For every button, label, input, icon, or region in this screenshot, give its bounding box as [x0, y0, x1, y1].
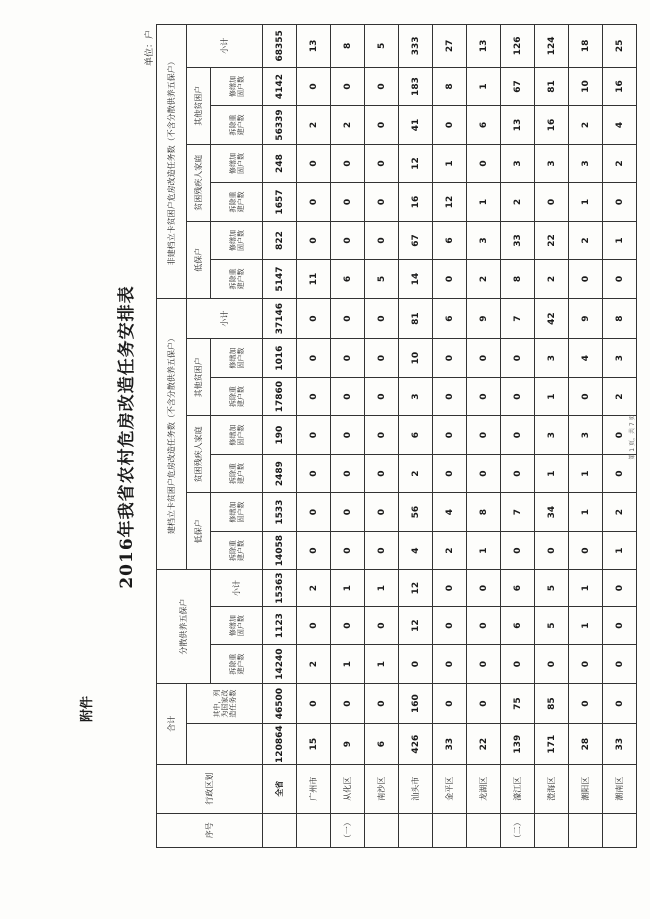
cell-value: 0: [433, 606, 467, 645]
cell-value: 1533: [263, 493, 297, 532]
cell-value: 5: [535, 606, 569, 645]
cell-value: 75: [501, 683, 535, 724]
cell-value: 0: [365, 183, 399, 222]
cell-value: 2: [603, 377, 637, 416]
cell-value: 4142: [263, 67, 297, 106]
cell-value: 11: [297, 260, 331, 299]
cell-value: 22: [467, 724, 501, 765]
table-row: [501, 25, 535, 848]
cell-region: 南沙区: [365, 764, 399, 813]
cell-value: 0: [433, 339, 467, 378]
cell-value: 3: [467, 221, 501, 260]
cell-value: 8: [433, 67, 467, 106]
cell-value: 16: [535, 106, 569, 145]
cell-value: 2: [501, 183, 535, 222]
cell-value: 0: [467, 645, 501, 684]
cell-value: 0: [331, 339, 365, 378]
cell-seq: [535, 813, 569, 847]
cell-value: 1: [603, 221, 637, 260]
page-title: 2016年我省农村危房改造任务安排表: [117, 285, 137, 589]
cell-value: 6: [365, 724, 399, 765]
cell-value: 6: [399, 416, 433, 455]
cell-value: 1: [331, 570, 365, 606]
cell-value: 1: [535, 454, 569, 493]
cell-seq: （二）: [501, 813, 535, 847]
cell-value: 2: [297, 570, 331, 606]
cell-value: 0: [399, 645, 433, 684]
cell-value: 9: [569, 298, 603, 339]
cell-value: 2: [297, 645, 331, 684]
cell-region: 全省: [263, 764, 297, 813]
cell-value: 81: [535, 67, 569, 106]
cell-value: 0: [297, 531, 331, 570]
task-table: [156, 24, 637, 848]
cell-value: 2: [297, 106, 331, 145]
cell-value: 0: [603, 416, 637, 455]
cell-value: 13: [297, 25, 331, 68]
cell-value: 0: [433, 377, 467, 416]
cell-value: 120864: [263, 724, 297, 765]
cell-value: 34: [535, 493, 569, 532]
cell-value: 0: [331, 221, 365, 260]
cell-value: 6: [501, 570, 535, 606]
cell-value: 0: [501, 377, 535, 416]
cell-seq: [263, 813, 297, 847]
cell-value: 160: [399, 683, 433, 724]
cell-value: 0: [365, 454, 399, 493]
cell-value: 126: [501, 25, 535, 68]
cell-value: 0: [467, 683, 501, 724]
cell-value: 1: [433, 144, 467, 183]
header-total-blank: [187, 724, 263, 765]
cell-value: 0: [569, 377, 603, 416]
cell-value: 0: [331, 144, 365, 183]
cell-value: 14240: [263, 645, 297, 684]
cell-value: 7: [501, 493, 535, 532]
cell-value: 0: [365, 67, 399, 106]
cell-value: 1657: [263, 183, 297, 222]
cell-seq: [467, 813, 501, 847]
cell-value: 56: [399, 493, 433, 532]
attachment-label: 附件: [80, 695, 95, 722]
cell-value: 0: [501, 416, 535, 455]
cell-value: 3: [535, 144, 569, 183]
cell-value: 2: [433, 531, 467, 570]
cell-value: 1016: [263, 339, 297, 378]
cell-seq: [297, 813, 331, 847]
cell-value: 9: [467, 298, 501, 339]
header-seq: 序号: [157, 813, 263, 847]
cell-value: 0: [467, 454, 501, 493]
cell-value: 0: [331, 683, 365, 724]
cell-value: 8: [467, 493, 501, 532]
cell-value: 1: [603, 531, 637, 570]
cell-value: 0: [297, 493, 331, 532]
cell-value: 0: [603, 454, 637, 493]
cell-value: 0: [501, 531, 535, 570]
cell-value: 0: [501, 645, 535, 684]
header-b-dibao: 低保户: [187, 493, 211, 570]
cell-value: 6: [467, 106, 501, 145]
cell-value: 2: [569, 221, 603, 260]
cell-value: 0: [569, 645, 603, 684]
cell-value: 0: [467, 416, 501, 455]
cell-region: 汕头市: [399, 764, 433, 813]
cell-value: 0: [297, 298, 331, 339]
cell-value: 0: [365, 339, 399, 378]
cell-region: 濠江区: [501, 764, 535, 813]
cell-value: 2: [331, 106, 365, 145]
cell-region: 龙湖区: [467, 764, 501, 813]
cell-value: 0: [365, 144, 399, 183]
cell-value: 13: [467, 25, 501, 68]
cell-value: 15363: [263, 570, 297, 606]
header-c-subtotal: 小计: [187, 25, 263, 68]
header-c-dibao-rebuild: 拆除重建户数: [211, 260, 263, 299]
header-c-dibao: 低保户: [187, 221, 211, 298]
table-row: [535, 25, 569, 848]
cell-region: 金平区: [433, 764, 467, 813]
header-total-national: 其中，列为国家改造任务数: [187, 683, 263, 724]
cell-value: 14058: [263, 531, 297, 570]
cell-value: 1: [467, 531, 501, 570]
cell-value: 190: [263, 416, 297, 455]
cell-value: 3: [535, 339, 569, 378]
cell-value: 0: [331, 298, 365, 339]
header-b-disabled: 贫困残疾人家庭: [187, 416, 211, 493]
cell-value: 0: [433, 260, 467, 299]
cell-value: 0: [569, 260, 603, 299]
cell-value: 81: [399, 298, 433, 339]
table-row: [399, 25, 433, 848]
cell-value: 0: [331, 416, 365, 455]
cell-value: 12: [399, 606, 433, 645]
cell-value: 0: [297, 454, 331, 493]
table-row: [433, 25, 467, 848]
cell-value: 0: [297, 67, 331, 106]
cell-value: 0: [603, 645, 637, 684]
cell-value: 0: [297, 183, 331, 222]
rotated-document: [100, 6, 645, 868]
header-c-dibao-repair: 修缮加固户数: [211, 221, 263, 260]
cell-value: 3: [569, 144, 603, 183]
cell-region: 广州市: [297, 764, 331, 813]
header-b-dibao-repair: 修缮加固户数: [211, 493, 263, 532]
cell-value: 822: [263, 221, 297, 260]
cell-value: 4: [433, 493, 467, 532]
cell-value: 67: [399, 221, 433, 260]
header-b-subtotal: 小计: [187, 298, 263, 339]
cell-value: 0: [365, 606, 399, 645]
cell-value: 0: [365, 683, 399, 724]
header-c-other-repair: 修缮加固户数: [211, 67, 263, 106]
cell-value: 14: [399, 260, 433, 299]
cell-value: 9: [331, 724, 365, 765]
cell-value: 171: [535, 724, 569, 765]
cell-value: 0: [569, 531, 603, 570]
cell-value: 10: [569, 67, 603, 106]
cell-value: 16: [399, 183, 433, 222]
header-b-dibao-rebuild: 拆除重建户数: [211, 531, 263, 570]
cell-value: 17860: [263, 377, 297, 416]
header-b-disabled-repair: 修缮加固户数: [211, 416, 263, 455]
table-row: [365, 25, 399, 848]
cell-value: 0: [603, 183, 637, 222]
cell-seq: [365, 813, 399, 847]
cell-value: 18: [569, 25, 603, 68]
cell-value: 0: [297, 221, 331, 260]
cell-value: 4: [399, 531, 433, 570]
cell-value: 27: [433, 25, 467, 68]
table-row: [467, 25, 501, 848]
header-c-other-rebuild: 拆除重建户数: [211, 106, 263, 145]
header-c-other: 其他贫困户: [187, 67, 211, 144]
cell-value: 248: [263, 144, 297, 183]
cell-value: 1123: [263, 606, 297, 645]
cell-value: 0: [365, 531, 399, 570]
table-row: [297, 25, 331, 848]
cell-value: 0: [433, 416, 467, 455]
cell-value: 1: [569, 454, 603, 493]
cell-value: 0: [297, 339, 331, 378]
cell-value: 0: [297, 683, 331, 724]
cell-value: 0: [535, 531, 569, 570]
cell-value: 25: [603, 25, 637, 68]
cell-region: 从化区: [331, 764, 365, 813]
cell-value: 0: [297, 416, 331, 455]
cell-value: 0: [467, 144, 501, 183]
cell-value: 0: [433, 645, 467, 684]
cell-value: 12: [399, 570, 433, 606]
cell-value: 0: [331, 67, 365, 106]
cell-seq: （一）: [331, 813, 365, 847]
cell-region: 澄海区: [535, 764, 569, 813]
header-group-c: 非建档立卡贫困户危房改造任务数（不含分散供养五保户）: [157, 25, 187, 299]
cell-value: 0: [433, 570, 467, 606]
cell-value: 6: [501, 606, 535, 645]
cell-value: 13: [501, 106, 535, 145]
header-group-b: 建档立卡贫困户危房改造任务数（不含分散供养五保户）: [157, 298, 187, 570]
cell-value: 33: [501, 221, 535, 260]
table-row-total: [263, 25, 297, 848]
cell-value: 0: [603, 606, 637, 645]
cell-value: 0: [433, 106, 467, 145]
header-a-repair: 修缮加固户数: [211, 606, 263, 645]
cell-value: 0: [569, 683, 603, 724]
cell-value: 1: [535, 377, 569, 416]
cell-value: 2489: [263, 454, 297, 493]
cell-value: 1: [467, 183, 501, 222]
cell-value: 2: [399, 454, 433, 493]
cell-value: 3: [569, 416, 603, 455]
cell-value: 33: [603, 724, 637, 765]
cell-value: 3: [501, 144, 535, 183]
cell-value: 0: [331, 606, 365, 645]
cell-value: 0: [365, 106, 399, 145]
unit-label: 单位：户: [145, 30, 155, 67]
cell-value: 22: [535, 221, 569, 260]
cell-value: 33: [433, 724, 467, 765]
header-total: 合计: [157, 683, 187, 764]
header-region: 行政区划: [157, 764, 263, 813]
cell-value: 0: [297, 144, 331, 183]
cell-value: 12: [399, 144, 433, 183]
cell-value: 0: [331, 377, 365, 416]
cell-value: 7: [501, 298, 535, 339]
page-number: 第 1 页，共 7 页: [629, 414, 636, 460]
cell-value: 139: [501, 724, 535, 765]
cell-value: 124: [535, 25, 569, 68]
cell-value: 0: [467, 377, 501, 416]
cell-value: 0: [467, 339, 501, 378]
cell-value: 5: [365, 260, 399, 299]
cell-value: 0: [365, 416, 399, 455]
header-group-a: 分散供养五保户: [157, 570, 211, 683]
cell-value: 10: [399, 339, 433, 378]
cell-seq: [399, 813, 433, 847]
header-b-other: 其他贫困户: [187, 339, 211, 416]
cell-value: 4: [569, 339, 603, 378]
cell-value: 0: [603, 260, 637, 299]
cell-value: 2: [467, 260, 501, 299]
cell-value: 0: [365, 221, 399, 260]
cell-value: 5147: [263, 260, 297, 299]
cell-seq: [433, 813, 467, 847]
cell-value: 0: [365, 377, 399, 416]
cell-value: 0: [535, 645, 569, 684]
cell-value: 41: [399, 106, 433, 145]
cell-value: 2: [603, 493, 637, 532]
header-b-other-repair: 修缮加固户数: [211, 339, 263, 378]
cell-value: 1: [331, 645, 365, 684]
cell-value: 3: [603, 339, 637, 378]
cell-value: 0: [331, 454, 365, 493]
cell-value: 37146: [263, 298, 297, 339]
header-c-disabled: 贫困残疾人家庭: [187, 144, 211, 221]
cell-value: 8: [501, 260, 535, 299]
table-body: [263, 25, 637, 848]
cell-value: 0: [501, 454, 535, 493]
cell-value: 0: [297, 606, 331, 645]
cell-value: 333: [399, 25, 433, 68]
cell-value: 0: [331, 183, 365, 222]
cell-value: 1: [467, 67, 501, 106]
cell-value: 5: [365, 25, 399, 68]
cell-value: 0: [331, 493, 365, 532]
cell-value: 426: [399, 724, 433, 765]
cell-value: 56339: [263, 106, 297, 145]
header-b-disabled-rebuild: 拆除重建户数: [211, 454, 263, 493]
cell-value: 0: [501, 339, 535, 378]
cell-value: 8: [603, 298, 637, 339]
cell-value: 1: [569, 570, 603, 606]
cell-value: 6: [433, 298, 467, 339]
cell-value: 0: [331, 531, 365, 570]
cell-value: 46500: [263, 683, 297, 724]
cell-value: 3: [399, 377, 433, 416]
header-b-other-rebuild: 拆除重建户数: [211, 377, 263, 416]
header-a-rebuild: 拆除重建户数: [211, 645, 263, 684]
cell-value: 0: [365, 493, 399, 532]
cell-value: 0: [433, 454, 467, 493]
cell-value: 2: [603, 144, 637, 183]
cell-value: 0: [467, 570, 501, 606]
cell-value: 42: [535, 298, 569, 339]
header-a-subtotal: 小计: [211, 570, 263, 606]
cell-value: 1: [365, 645, 399, 684]
cell-value: 28: [569, 724, 603, 765]
cell-value: 4: [603, 106, 637, 145]
header-c-disabled-repair: 修缮加固户数: [211, 144, 263, 183]
table-row: [569, 25, 603, 848]
cell-value: 3: [535, 416, 569, 455]
cell-value: 67: [501, 67, 535, 106]
cell-seq: [569, 813, 603, 847]
cell-value: 0: [433, 683, 467, 724]
cell-value: 0: [467, 606, 501, 645]
cell-value: 8: [331, 25, 365, 68]
cell-value: 5: [535, 570, 569, 606]
cell-value: 0: [603, 683, 637, 724]
cell-value: 0: [603, 570, 637, 606]
cell-value: 1: [569, 606, 603, 645]
cell-value: 68355: [263, 25, 297, 68]
cell-value: 85: [535, 683, 569, 724]
cell-region: 潮阳区: [569, 764, 603, 813]
cell-value: 1: [365, 570, 399, 606]
table-row: [331, 25, 365, 848]
cell-value: 0: [297, 377, 331, 416]
header-c-disabled-rebuild: 拆除重建户数: [211, 183, 263, 222]
cell-value: 1: [569, 493, 603, 532]
cell-value: 6: [331, 260, 365, 299]
cell-region: 潮南区: [603, 764, 637, 813]
cell-value: 2: [569, 106, 603, 145]
cell-value: 12: [433, 183, 467, 222]
cell-value: 0: [365, 298, 399, 339]
cell-value: 1: [569, 183, 603, 222]
cell-value: 2: [535, 260, 569, 299]
cell-value: 6: [433, 221, 467, 260]
cell-value: 183: [399, 67, 433, 106]
cell-value: 15: [297, 724, 331, 765]
cell-value: 16: [603, 67, 637, 106]
cell-value: 0: [535, 183, 569, 222]
